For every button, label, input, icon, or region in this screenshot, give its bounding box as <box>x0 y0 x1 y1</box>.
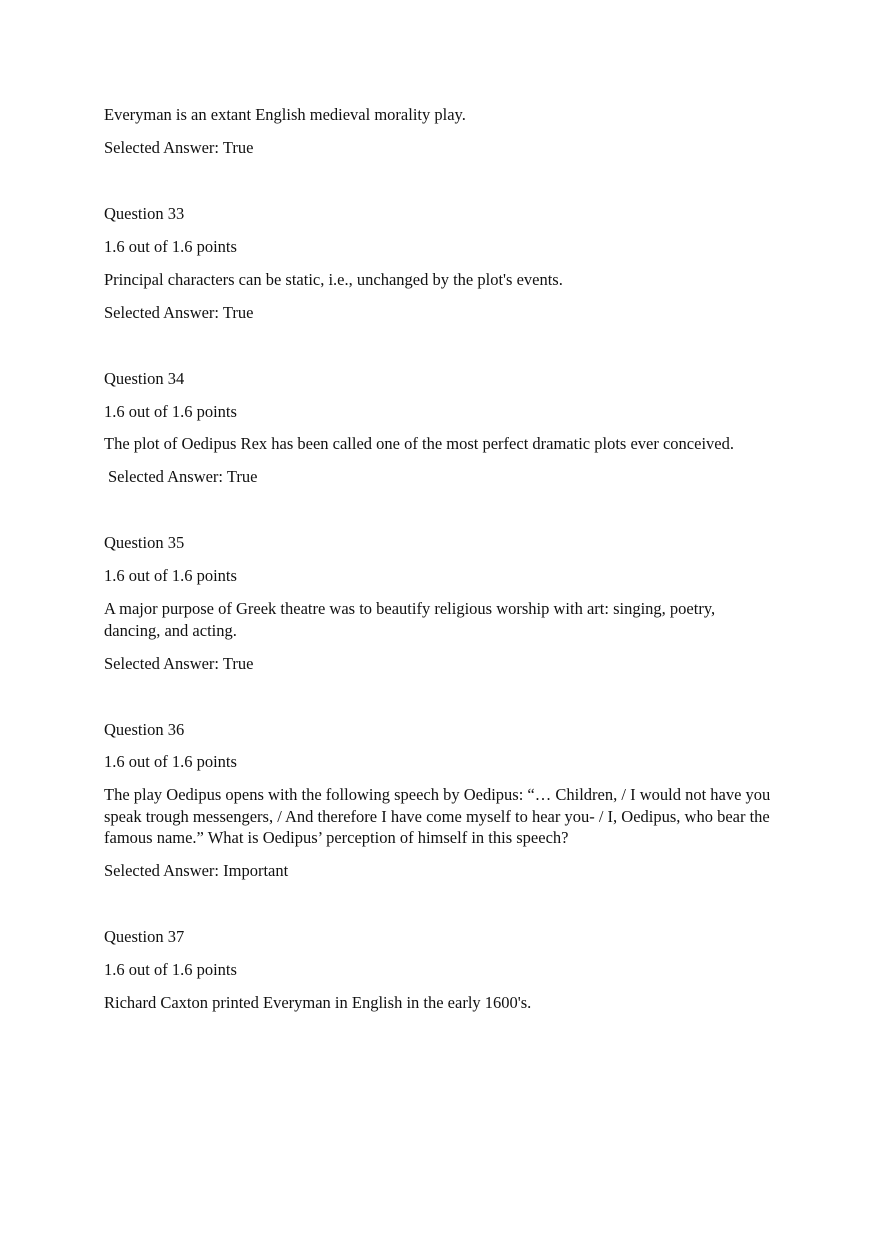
question-title: Question 36 <box>104 720 185 739</box>
question-points: 1.6 out of 1.6 points <box>104 960 237 979</box>
question-text: Principal characters can be static, i.e., unchanged by the plot's events. <box>104 270 563 289</box>
selected-answer: Selected Answer: True <box>104 654 254 673</box>
question-points: 1.6 out of 1.6 points <box>104 237 237 256</box>
selected-answer: Selected Answer: True <box>104 138 254 157</box>
question-title: Question 35 <box>104 533 185 552</box>
question-points: 1.6 out of 1.6 points <box>104 752 237 771</box>
selected-answer: Selected Answer: True <box>104 303 254 322</box>
question-points: 1.6 out of 1.6 points <box>104 402 237 421</box>
question-text: The plot of Oedipus Rex has been called one of the most perfect dramatic plots ever conceived. <box>104 434 734 453</box>
question-text: Everyman is an extant English medieval morality play. <box>104 105 466 124</box>
question-title: Question 33 <box>104 204 185 223</box>
selected-answer: Selected Answer: Important <box>104 861 289 880</box>
question-title: Question 37 <box>104 927 185 946</box>
question-title: Question 34 <box>104 369 185 388</box>
question-points: 1.6 out of 1.6 points <box>104 566 237 585</box>
question-text: A major purpose of Greek theatre was to beautify religious worship with art: singing, poetry, dancing, and acting. <box>104 599 716 640</box>
question-text: The play Oedipus opens with the following speech by Oedipus: “… Children, / I would not have you speak trough messengers, / And therefore I have come myself to hear you- / I, Oedipus, who bear the famous name.” What is Oedipus’ perception of himself in this speech? <box>104 785 771 847</box>
question-text: Richard Caxton printed Everyman in English in the early 1600's. <box>104 993 532 1012</box>
selected-answer: Selected Answer: True <box>108 467 258 486</box>
